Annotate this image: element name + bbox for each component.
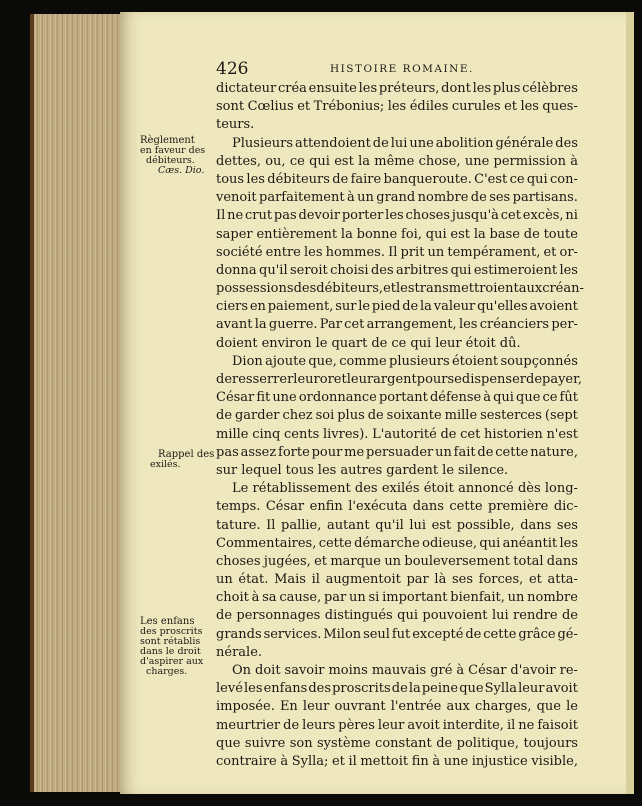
body-line: sont Cœlius et Trébonius; les édiles curules et les ques- xyxy=(216,99,578,115)
body-line: Commentaires, cette démarche odieuse, qui anéantit les xyxy=(216,535,578,551)
book-page-edges xyxy=(30,14,129,792)
body-line: société entre les hommes. Il prit un tempérament, et or- xyxy=(216,244,578,260)
body-line: César fit une ordonnance portant défense à qui que ce fût xyxy=(216,390,578,406)
body-line: doient environ le quart de ce qui leur étoit dû. xyxy=(216,335,521,351)
body-line: dictateur créa ensuite les préteurs, dont les plus célèbres xyxy=(216,81,578,96)
body-line: ciers en paiement, sur le pied de la valeur qu'elles avoient xyxy=(216,299,578,315)
margin-note-line: sont rétablis xyxy=(140,636,201,647)
body-line: donna qu'il seroit choisi des arbitres qui estimeroient les xyxy=(216,262,578,278)
body-line: pas assez forte pour me persuader un fait de cette nature, xyxy=(216,444,578,460)
body-line: grands services. Milon seul fut excepté de cette grâce gé- xyxy=(216,626,578,642)
page-right-edge xyxy=(626,12,634,794)
body-line: que suivre son système constant de politique, toujours xyxy=(216,735,578,751)
margin-note-line: Rappel des xyxy=(158,449,215,460)
body-line: temps. César enfin l'exécuta dans cette première dic- xyxy=(216,499,578,515)
body-line: On doit savoir moins mauvais gré à César d'avoir re- xyxy=(232,663,578,678)
page-number: 426 xyxy=(216,59,249,79)
body-line: Dion ajoute que, comme plusieurs étoient soupçonnés xyxy=(232,353,578,369)
body-line: mille cinq cents livres). L'autorité de cet historien n'est xyxy=(216,426,578,442)
body-line: sur lequel tous les autres gardent le silence. xyxy=(216,462,509,478)
body-line: choses jugées, et marque un bouleversement total dans xyxy=(216,553,578,569)
body-line: imposée. En leur ouvrant l'entrée aux charges, que le xyxy=(216,699,578,715)
margin-note-line: Règlement xyxy=(140,135,195,146)
body-line: nérale. xyxy=(216,644,263,660)
body-line: de personnages distingués qui pouvoient lui rendre de xyxy=(216,608,578,624)
margin-note-debiteurs xyxy=(140,136,216,176)
body-line: Plusieurs attendoient de lui une abolition générale des xyxy=(232,135,578,151)
body-line: meurtrier de leurs pères leur avoit interdite, il ne faisoit xyxy=(216,717,578,733)
body-line: Il ne crut pas devoir porter les choses jusqu'à cet excès, ni xyxy=(216,208,578,224)
body-line: tous les débiteurs de faire banqueroute. C'est ce qui con- xyxy=(216,171,578,187)
margin-note-line: débiteurs. xyxy=(146,155,195,166)
margin-note-line: Les enfans xyxy=(140,616,195,627)
margin-note-line: charges. xyxy=(146,666,188,677)
body-line: saper entièrement la bonne foi, qui est la base de toute xyxy=(216,226,578,242)
body-line: de garder chez soi plus de soixante mille sesterces (sept xyxy=(216,408,578,424)
body-line: contraire à Sylla; et il mettoit fin à une injustice visible, xyxy=(216,753,578,769)
body-line: avant la guerre. Par cet arrangement, les créanciers per- xyxy=(216,317,578,333)
body-line: tature. Il pallie, autant qu'il lui est possible, dans ses xyxy=(216,517,578,533)
running-head: HISTOIRE ROMAINE. xyxy=(330,63,474,75)
margin-note-line: des proscrits xyxy=(140,626,203,637)
page-header xyxy=(216,61,578,79)
margin-note-enfans-proscrits xyxy=(140,617,216,677)
margin-note-line: Cæs. Dio. xyxy=(158,165,205,176)
body-line: teurs. xyxy=(216,117,255,133)
body-line: un état. Mais il augmentoit par là ses forces, et atta- xyxy=(216,572,578,588)
body-text xyxy=(216,80,584,771)
margin-note-exiles xyxy=(140,450,216,470)
margin-note-line: dans le droit xyxy=(140,646,201,657)
margin-note-line: en faveur des xyxy=(140,145,206,156)
body-line: dettes, ou, ce qui est la même chose, une permission à xyxy=(216,153,578,169)
body-line: levé les enfans des proscrits de la peine que Sylla leur avoit xyxy=(216,681,578,697)
body-line: venoit parfaitement à un grand nombre de ses partisans. xyxy=(216,190,578,206)
body-line: possessions des débiteurs, et les transmettroient aux créan- xyxy=(216,281,584,297)
body-line: choit à sa cause, par un si important bienfait, un nombre xyxy=(216,590,578,606)
margin-note-line: d'aspirer aux xyxy=(140,656,204,667)
body-line: de resserrer leur or et leur argent pour se dispenser de payer, xyxy=(216,372,583,387)
body-line: Le rétablissement des exilés étoit annoncé dès long- xyxy=(232,481,578,497)
margin-note-line: exilés. xyxy=(150,459,181,470)
